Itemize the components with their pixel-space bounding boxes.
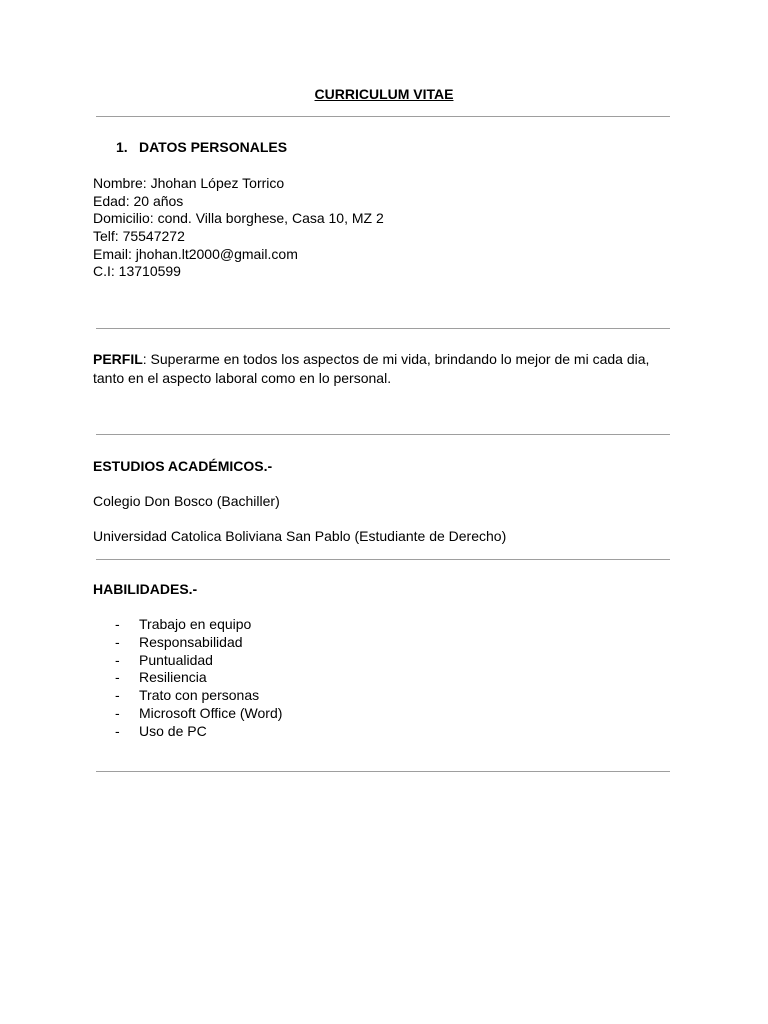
bullet-dash: -	[115, 633, 120, 650]
skill-label: Responsabilidad	[139, 633, 243, 650]
bullet-dash: -	[115, 616, 120, 632]
bullet-dash: -	[115, 669, 120, 686]
bullet-dash: -	[115, 651, 120, 668]
skill-label: Resiliencia	[139, 669, 207, 686]
skill-label: Trato con personas	[139, 687, 260, 704]
divider	[96, 559, 670, 560]
perfil-label: PERFIL	[93, 351, 143, 367]
skill-label: Puntualidad	[139, 651, 213, 668]
address-line: Domicilio: cond. Villa borghese, Casa 10, MZ 2	[93, 210, 384, 227]
id-line: C.I: 13710599	[93, 263, 181, 280]
section-heading-habilidades: HABILIDADES.-	[93, 581, 198, 597]
section-number: 1.	[116, 139, 128, 155]
divider	[96, 116, 670, 117]
divider	[96, 771, 670, 772]
perfil-paragraph	[93, 350, 673, 388]
divider	[96, 434, 670, 435]
study-item: Universidad Catolica Boliviana San Pablo (Estudiante de Derecho)	[93, 528, 507, 544]
section-heading-datos-personales: DATOS PERSONALES	[139, 139, 288, 155]
skill-label: Uso de PC	[139, 722, 207, 739]
bullet-dash: -	[115, 687, 120, 704]
name-line: Nombre: Jhohan López Torrico	[93, 175, 285, 191]
skill-label: Microsoft Office (Word)	[139, 704, 283, 721]
divider	[96, 328, 670, 329]
bullet-dash: -	[115, 704, 120, 721]
skill-label: Trabajo en equipo	[139, 616, 252, 632]
section-heading-estudios: ESTUDIOS ACADÉMICOS.-	[93, 458, 273, 474]
age-line: Edad: 20 años	[93, 192, 184, 209]
phone-line: Telf: 75547272	[93, 228, 185, 245]
document-title: CURRICULUM VITAE	[314, 86, 454, 102]
perfil-text: : Superarme en todos los aspectos de mi vida, brindando lo mejor de mi cada dia, tanto en el aspecto laboral como en lo personal.	[93, 351, 650, 386]
personal-info-block	[93, 175, 384, 281]
email-line: Email: jhohan.lt2000@gmail.com	[93, 245, 298, 262]
study-item: Colegio Don Bosco (Bachiller)	[93, 493, 280, 509]
bullet-dash: -	[115, 722, 120, 739]
